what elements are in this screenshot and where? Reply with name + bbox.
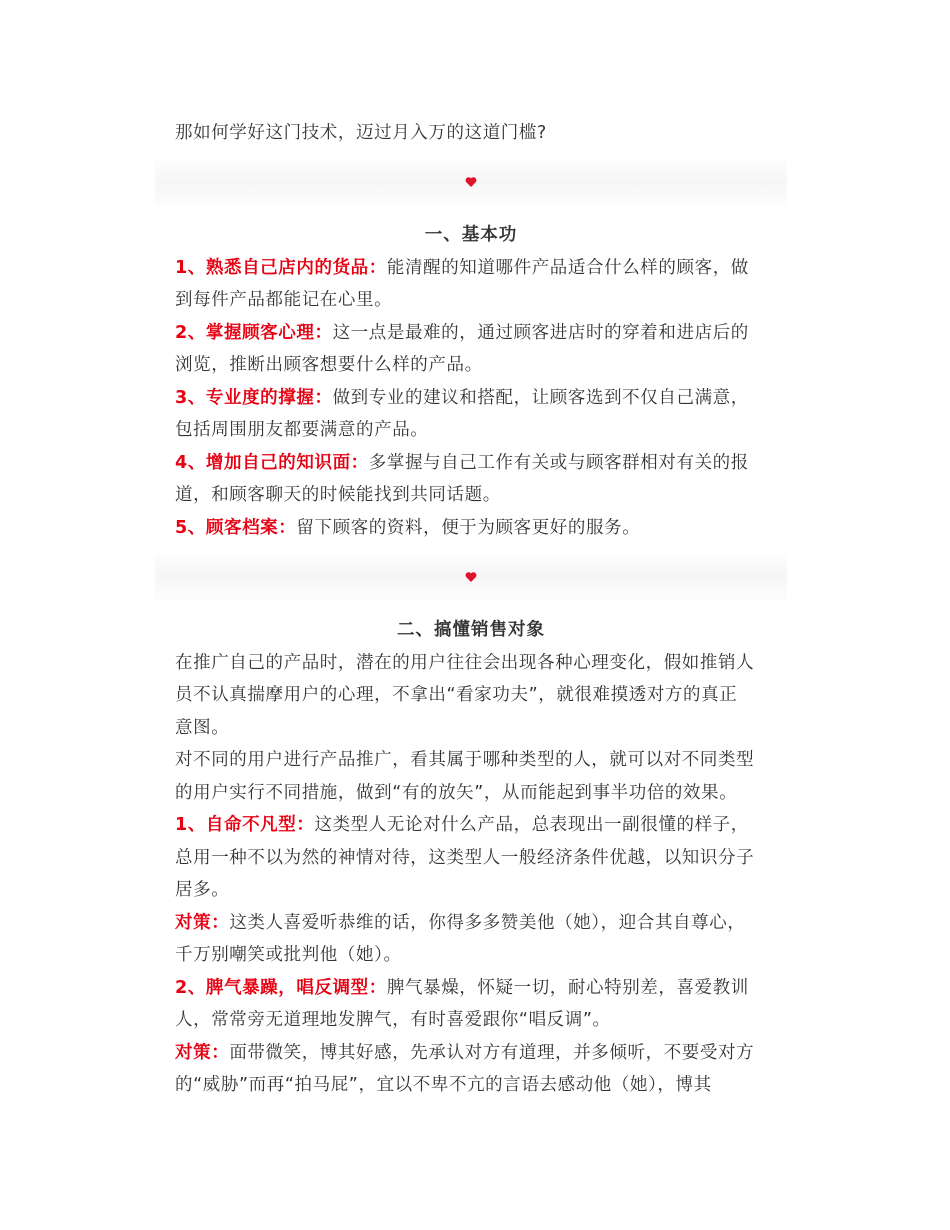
item-label: 对策： <box>175 913 230 933</box>
item-text: 多掌握与自己工作有关或与顾客群相对有关的报 <box>368 453 749 473</box>
list-item <box>175 1041 787 1065</box>
item-text: 脾气暴燥，怀疑一切，耐心特别差，喜爱教训 <box>386 978 749 998</box>
item-text: 这类人喜爱听恭维的话，你得多多赞美他（她），迎合其自尊心， <box>229 913 746 933</box>
item-text: 浏览，推断出顾客想要什么样的产品。 <box>175 355 483 375</box>
item-text: 总用一种不以为然的神情对待，这类型人一般经济条件优越，以知识分子 <box>175 848 755 868</box>
paragraph-line: 在推广自己的产品时，潜在的用户往往会出现各种心理变化，假如推销人 <box>175 653 755 673</box>
item-text: 到每件产品都能记在心里。 <box>175 290 393 310</box>
item-text: 的“威胁”而再“拍马屁”，宜以不卑不亢的言语去感动他（她），博其 <box>175 1075 712 1095</box>
item-label: 4、增加自己的知识面： <box>175 453 369 473</box>
heart-icon <box>465 572 477 583</box>
heart-icon <box>465 177 477 188</box>
item-label: 1、熟悉自己店内的货品： <box>175 258 387 278</box>
item-text: 做到专业的建议和搭配，让顾客选到不仅自己满意， <box>332 388 749 408</box>
item-text: 包括周围朋友都要满意的产品。 <box>175 420 429 440</box>
list-item <box>175 321 787 345</box>
intro-text: 那如何学好这门技术，迈过月入万的这道门槛? <box>175 123 547 143</box>
item-text: 面带微笑，博其好感，先承认对方有道理，并多倾听，不要受对方 <box>229 1043 755 1063</box>
item-text: 这一点是最难的，通过顾客进店时的穿着和进店后的 <box>332 323 749 343</box>
item-text: 人，常常旁无道理地发脾气，有时喜爱跟你“唱反调”。 <box>175 1010 611 1030</box>
item-text: 留下顾客的资料，便于为顾客更好的服务。 <box>296 518 641 538</box>
item-text: 能清醒的知道哪件产品适合什么样的顾客，做 <box>386 258 749 278</box>
list-item <box>175 256 787 280</box>
section-1-title: 一、基本功 <box>424 225 518 245</box>
section-2-title: 二、搞懂销售对象 <box>397 620 545 640</box>
paragraph-line: 意图。 <box>175 718 230 738</box>
item-label: 5、顾客档案： <box>175 518 297 538</box>
section-divider <box>155 554 787 600</box>
item-text: 道，和顾客聊天的时候能找到共同话题。 <box>175 485 501 505</box>
item-text: 这类型人无论对什么产品，总表现出一副很懂的样子， <box>314 815 749 835</box>
item-label: 2、掌握顾客心理： <box>175 323 333 343</box>
item-text: 居多。 <box>175 880 230 900</box>
list-item <box>175 386 787 410</box>
list-item <box>175 976 787 1000</box>
list-item <box>175 451 787 475</box>
item-label: 3、专业度的撑握： <box>175 388 333 408</box>
item-text: 千万别嘲笑或批判他（她）。 <box>175 945 402 965</box>
list-item <box>175 516 787 540</box>
item-label: 2、脾气暴躁，唱反调型： <box>175 978 387 998</box>
item-label: 对策： <box>175 1043 230 1063</box>
paragraph-line: 员不认真揣摩用户的心理，不拿出“看家功夫”，就很难摸透对方的真正 <box>175 685 738 705</box>
paragraph-line: 的用户实行不同措施，做到“有的放矢”，从而能起到事半功倍的效果。 <box>175 783 738 803</box>
item-label: 1、自命不凡型： <box>175 815 315 835</box>
paragraph-line: 对不同的用户进行产品推广，看其属于哪种类型的人，就可以对不同类型 <box>175 750 755 770</box>
list-item <box>175 911 787 935</box>
section-divider <box>155 159 787 205</box>
list-item <box>175 813 787 837</box>
